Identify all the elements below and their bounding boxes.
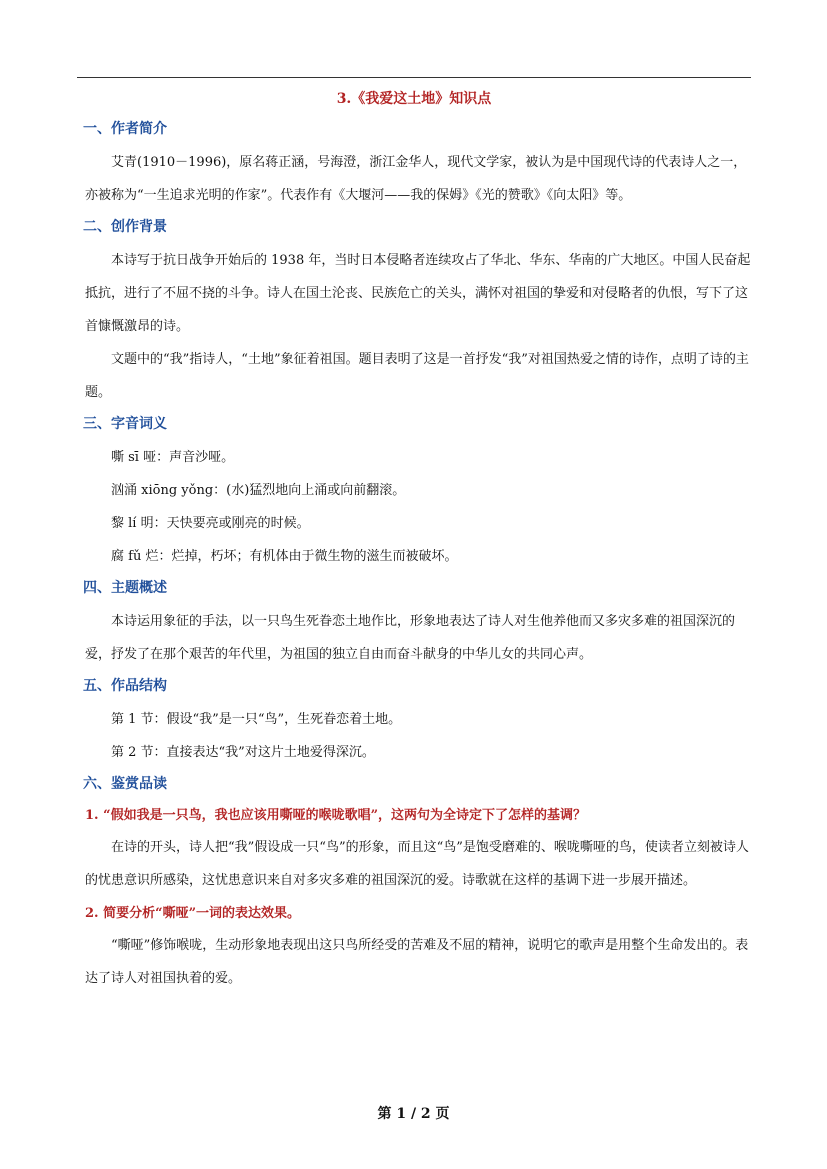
question: 2. 简要分析“嘶哑”一词的表达效果。 <box>85 906 301 921</box>
vocabulary-item: 汹涌 xiōng yǒng：(水)猛烈地向上涌或向前翻滚。 <box>111 483 406 498</box>
section-heading-background: 二、创作背景 <box>83 219 167 235</box>
answer: 在诗的开头，诗人把“我”假设成一只“鸟”的形象，而且这“鸟”是饱受磨难的、喉咙嘶哑的鸟，使读者立刻被诗人的忧患意识所感染，这忧患意识来自对多灾多难的祖国深沉的爱。诗歌就在这样的基调下进一步展开描述。 <box>85 840 749 888</box>
document-body <box>85 118 751 995</box>
paragraph: 文题中的“我”指诗人，“土地”象征着祖国。题目表明了这是一首抒发“我”对祖国热爱之情的诗作，点明了诗的主题。 <box>85 352 749 400</box>
section-heading-vocabulary: 三、字音词义 <box>83 416 167 432</box>
vocabulary-item: 嘶 sī 哑：声音沙哑。 <box>111 450 235 465</box>
answer: “嘶哑”修饰喉咙，生动形象地表现出这只鸟所经受的苦难及不屈的精神，说明它的歌声是用整个生命发出的。表达了诗人对祖国执着的爱。 <box>85 938 749 986</box>
document-title: 3.《我爱这土地》知识点 <box>336 91 492 107</box>
section-heading-author: 一、作者简介 <box>83 121 167 137</box>
section-heading-appreciation: 六、鉴赏品读 <box>83 776 167 792</box>
paragraph: 本诗写于抗日战争开始后的 1938 年，当时日本侵略者连续攻占了华北、华东、华南的广大地区。中国人民奋起抵抗，进行了不屈不挠的斗争。诗人在国土沦丧、民族危亡的关头，满怀对祖国的挚爱和对侵略者的仇恨，写下了这首慷慨激昂的诗。 <box>85 253 751 334</box>
vocabulary-item: 黎 lí 明：天快要亮或刚亮的时候。 <box>111 516 310 531</box>
section-heading-theme: 四、主题概述 <box>83 580 167 596</box>
header-rule <box>77 77 751 78</box>
vocabulary-item: 腐 fǔ 烂：烂掉，朽坏；有机体由于微生物的滋生而被破坏。 <box>111 549 458 564</box>
paragraph: 本诗运用象征的手法，以一只鸟生死眷恋土地作比，形象地表达了诗人对生他养他而又多灾多难的祖国深沉的爱，抒发了在那个艰苦的年代里，为祖国的独立自由而奋斗献身的中华儿女的共同心声。 <box>85 614 736 662</box>
question: 1. “假如我是一只鸟，我也应该用嘶哑的喉咙歌唱”，这两句为全诗定下了怎样的基调？ <box>85 808 587 823</box>
structure-item: 第 2 节：直接表达“我”对这片土地爱得深沉。 <box>111 745 375 760</box>
paragraph: 艾青(1910－1996)，原名蒋正涵，号海澄，浙江金华人，现代文学家，被认为是中国现代诗的代表诗人之一，亦被称为“一生追求光明的作家”。代表作有《大堰河——我的保姆》《光的赞歌》《向太阳》等。 <box>85 155 747 203</box>
page-number: 第 1 / 2 页 <box>377 1106 450 1122</box>
section-heading-structure: 五、作品结构 <box>83 678 167 694</box>
structure-item: 第 1 节：假设“我”是一只“鸟”，生死眷恋着土地。 <box>111 712 402 727</box>
